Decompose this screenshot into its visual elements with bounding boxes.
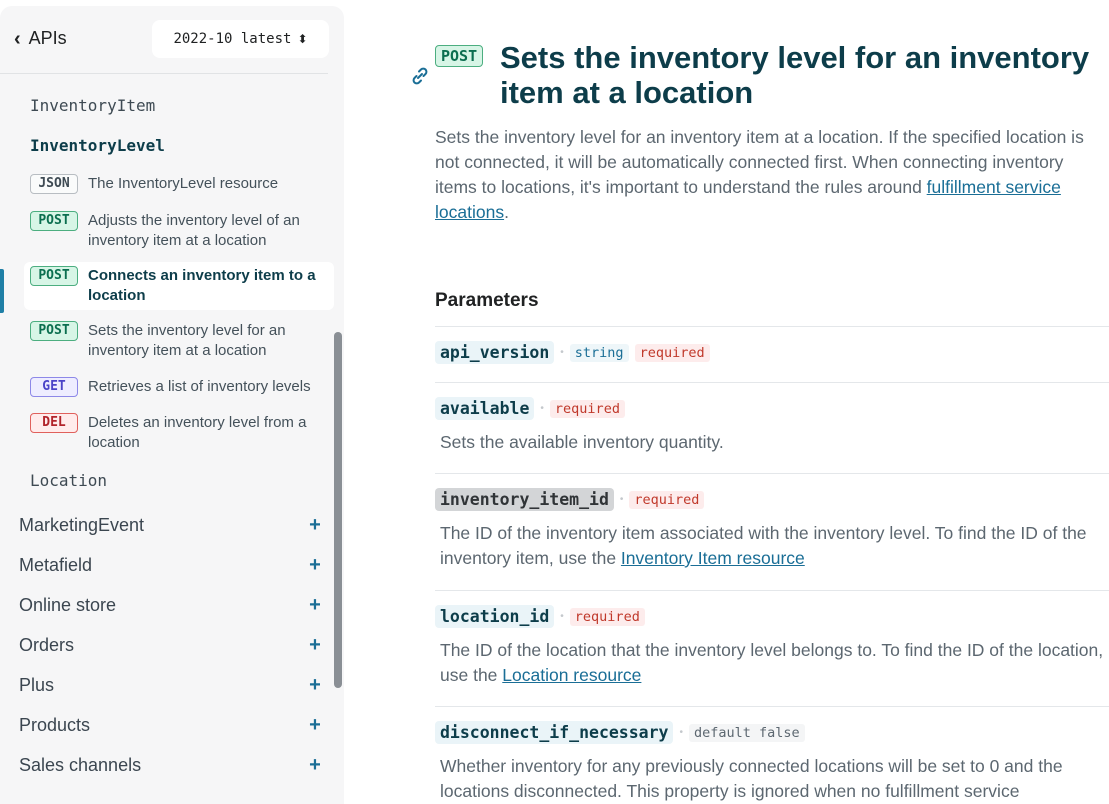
parameter-name[interactable]: api_version: [435, 341, 554, 364]
version-value: 2022-10 latest: [173, 31, 292, 47]
method-badge: POST: [30, 211, 78, 231]
back-to-apis-link[interactable]: [14, 28, 67, 49]
separator-dot: •: [679, 727, 683, 738]
endpoint-label: Deletes an inventory level from a location: [88, 414, 307, 451]
description-text: The ID of the location that the inventory level belongs to. To find the ID of the location, use the: [440, 640, 1104, 685]
version-select[interactable]: [152, 20, 329, 58]
required-badge: required: [550, 400, 625, 418]
category-label: Plus: [19, 675, 55, 695]
sidebar-resource-inventoryitem[interactable]: InventoryItem: [30, 96, 156, 115]
sidebar-endpoint-active[interactable]: [24, 262, 334, 310]
plus-icon[interactable]: +: [309, 634, 321, 656]
sidebar-header: [0, 6, 328, 74]
parameter-name[interactable]: disconnect_if_necessary: [435, 721, 673, 744]
sidebar-category[interactable]: [19, 714, 329, 737]
sidebar-category[interactable]: [19, 514, 329, 537]
plus-icon[interactable]: +: [309, 514, 321, 536]
endpoint-label: Connects an inventory item to a location: [88, 267, 316, 304]
separator-dot: •: [560, 611, 564, 622]
sidebar-endpoint[interactable]: [24, 409, 334, 457]
endpoint-label: Retrieves a list of inventory levels: [88, 378, 311, 395]
parameter-item: [435, 326, 1109, 382]
parameter-name[interactable]: available: [435, 397, 534, 420]
parameter-description: Whether inventory for any previously connected locations will be set to 0 and the locations disconnected. This property is ignored when no fulfillment service: [440, 756, 1063, 801]
intro-end: .: [504, 202, 509, 222]
sidebar-resource-location[interactable]: Location: [30, 471, 108, 490]
method-badge: GET: [30, 377, 78, 397]
plus-icon[interactable]: +: [309, 674, 321, 696]
separator-dot: •: [560, 347, 564, 358]
plus-icon[interactable]: +: [309, 594, 321, 616]
method-badge: POST: [30, 266, 78, 286]
sidebar-category[interactable]: [19, 674, 329, 697]
sidebar-endpoint[interactable]: [24, 373, 334, 401]
intro-text: Sets the inventory level for an inventory item at a location. If the specified location is not connected, it will be automatically connected first. When connecting inventory items to locations, it's important to understand the rules around: [435, 127, 1084, 197]
updown-chevron-icon: ⬍: [297, 32, 308, 46]
main-content: [410, 0, 1109, 804]
default-badge: default false: [689, 724, 805, 742]
sidebar-scrollbar[interactable]: [334, 332, 342, 688]
sidebar-category[interactable]: [19, 554, 329, 577]
sidebar-resource-inventorylevel[interactable]: InventoryLevel: [30, 136, 165, 155]
method-badge: POST: [30, 321, 78, 341]
category-label: MarketingEvent: [19, 515, 145, 535]
plus-icon[interactable]: +: [309, 754, 321, 776]
link-icon[interactable]: [410, 66, 430, 91]
category-label: Metafield: [19, 555, 93, 575]
category-label: Products: [19, 715, 91, 735]
parameter-name[interactable]: inventory_item_id: [435, 488, 614, 511]
parameter-description: [440, 521, 1105, 571]
parameter-item: [435, 706, 1109, 804]
separator-dot: •: [540, 403, 544, 414]
endpoint-label: Adjusts the inventory level of an inventory item at a location: [88, 212, 300, 249]
parameter-item: [435, 382, 1109, 473]
parameter-description: Sets the available inventory quantity.: [440, 432, 724, 452]
parameter-type: string: [570, 344, 629, 362]
parameter-description: [440, 638, 1105, 688]
active-indicator: [0, 269, 4, 313]
required-badge: required: [570, 608, 645, 626]
inventory-item-resource-link[interactable]: Inventory Item resource: [620, 548, 805, 568]
endpoint-label: Sets the inventory level for an inventory item at a location: [88, 322, 286, 359]
required-badge: required: [635, 344, 710, 362]
sidebar-endpoint[interactable]: [24, 317, 334, 365]
sidebar-endpoint[interactable]: [24, 207, 334, 255]
plus-icon[interactable]: +: [309, 714, 321, 736]
sidebar-category[interactable]: [19, 634, 329, 657]
sidebar-endpoint[interactable]: [24, 170, 334, 198]
endpoint-label: The InventoryLevel resource: [88, 175, 279, 192]
sidebar-category[interactable]: [19, 594, 329, 617]
back-label: APIs: [28, 28, 67, 48]
category-label: Sales channels: [19, 755, 142, 775]
required-badge: required: [629, 491, 704, 509]
method-badge: POST: [435, 45, 483, 67]
category-label: Online store: [19, 595, 117, 615]
parameter-item: [435, 590, 1109, 706]
description-text: The ID of the inventory item associated with the inventory level. To find the ID of the inventory item, use the: [440, 523, 1087, 568]
page-title: Sets the inventory level for an inventory item at a location: [500, 40, 1090, 110]
category-label: Orders: [19, 635, 75, 655]
sidebar-category[interactable]: [19, 754, 329, 777]
parameter-item: [435, 473, 1109, 590]
chevron-left-icon: ‹: [14, 27, 21, 50]
parameter-name[interactable]: location_id: [435, 605, 554, 628]
plus-icon[interactable]: +: [309, 554, 321, 576]
location-resource-link[interactable]: Location resource: [502, 665, 642, 685]
method-badge: DEL: [30, 413, 78, 433]
method-badge: JSON: [30, 174, 78, 194]
parameters-heading: Parameters: [435, 290, 539, 311]
sidebar: [0, 6, 344, 804]
fulfillment-service-locations-link[interactable]: fulfillment service locations: [435, 177, 1061, 222]
separator-dot: •: [619, 494, 624, 505]
intro-paragraph: [435, 125, 1100, 225]
